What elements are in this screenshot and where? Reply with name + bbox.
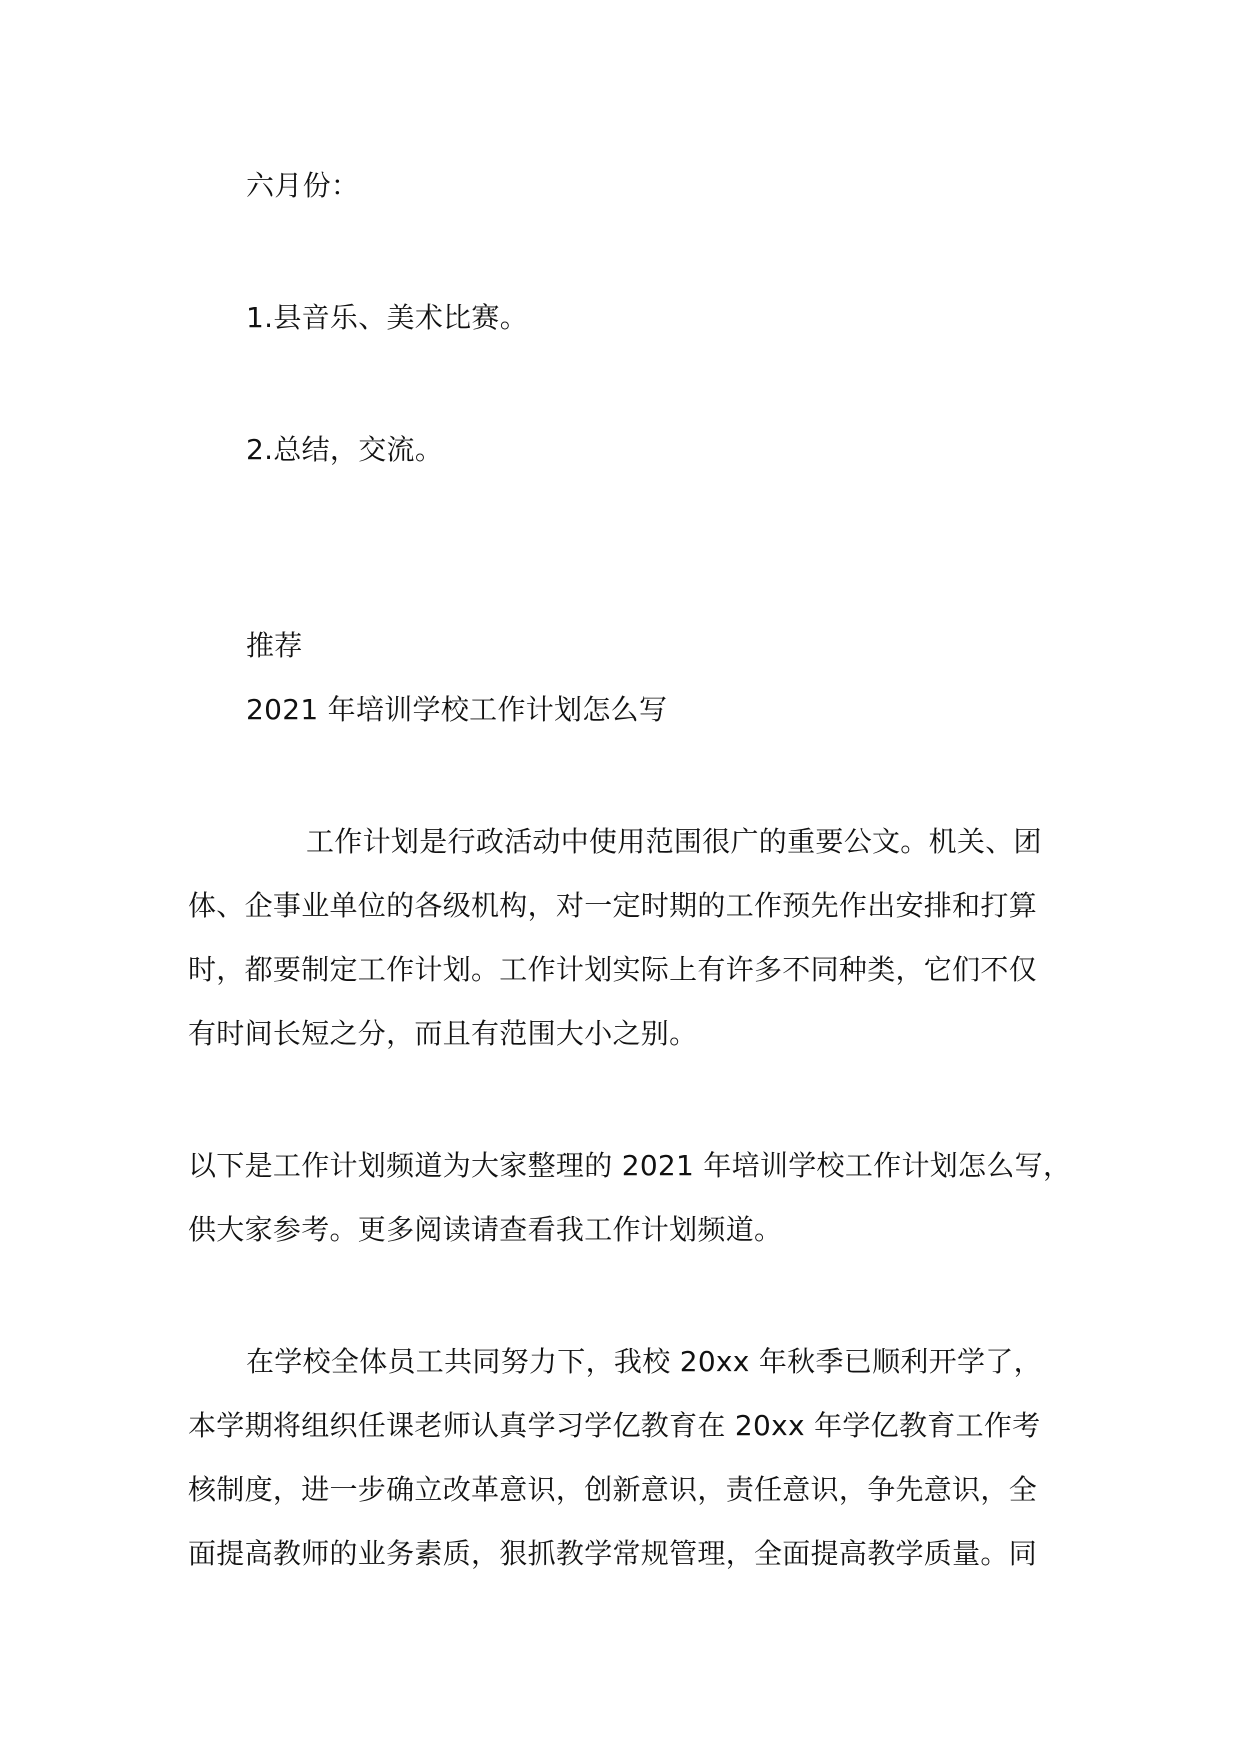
recommend-label: 推荐 <box>246 629 303 662</box>
list-item: 1.县音乐、美术比赛。 <box>246 301 529 334</box>
paragraph-line: 面提高教师的业务素质，狠抓教学常规管理，全面提高教学质量。同 <box>188 1537 1038 1570</box>
paragraph-line: 体、企事业单位的各级机构，对一定时期的工作预先作出安排和打算 <box>188 889 1038 922</box>
paragraph-line: 本学期将组织任课老师认真学习学亿教育在 20xx 年学亿教育工作考 <box>188 1409 1041 1442</box>
paragraph-line: 工作计划是行政活动中使用范围很广的重要公文。机关、团 <box>306 825 1042 858</box>
paragraph-line: 核制度，进一步确立改革意识，创新意识，责任意识，争先意识，全 <box>188 1473 1038 1506</box>
paragraph-line: 供大家参考。更多阅读请查看我工作计划频道。 <box>188 1213 783 1246</box>
paragraph-line: 以下是工作计划频道为大家整理的 2021 年培训学校工作计划怎么写， <box>188 1149 1072 1182</box>
article-title: 2021 年培训学校工作计划怎么写 <box>246 693 668 726</box>
paragraph-line: 时，都要制定工作计划。工作计划实际上有许多不同种类，它们不仅 <box>188 953 1038 986</box>
month-heading: 六月份： <box>246 169 360 202</box>
paragraph-line: 在学校全体员工共同努力下，我校 20xx 年秋季已顺利开学了， <box>246 1345 1042 1378</box>
list-item: 2.总结，交流。 <box>246 433 444 466</box>
paragraph-line: 有时间长短之分，而且有范围大小之别。 <box>188 1017 698 1050</box>
